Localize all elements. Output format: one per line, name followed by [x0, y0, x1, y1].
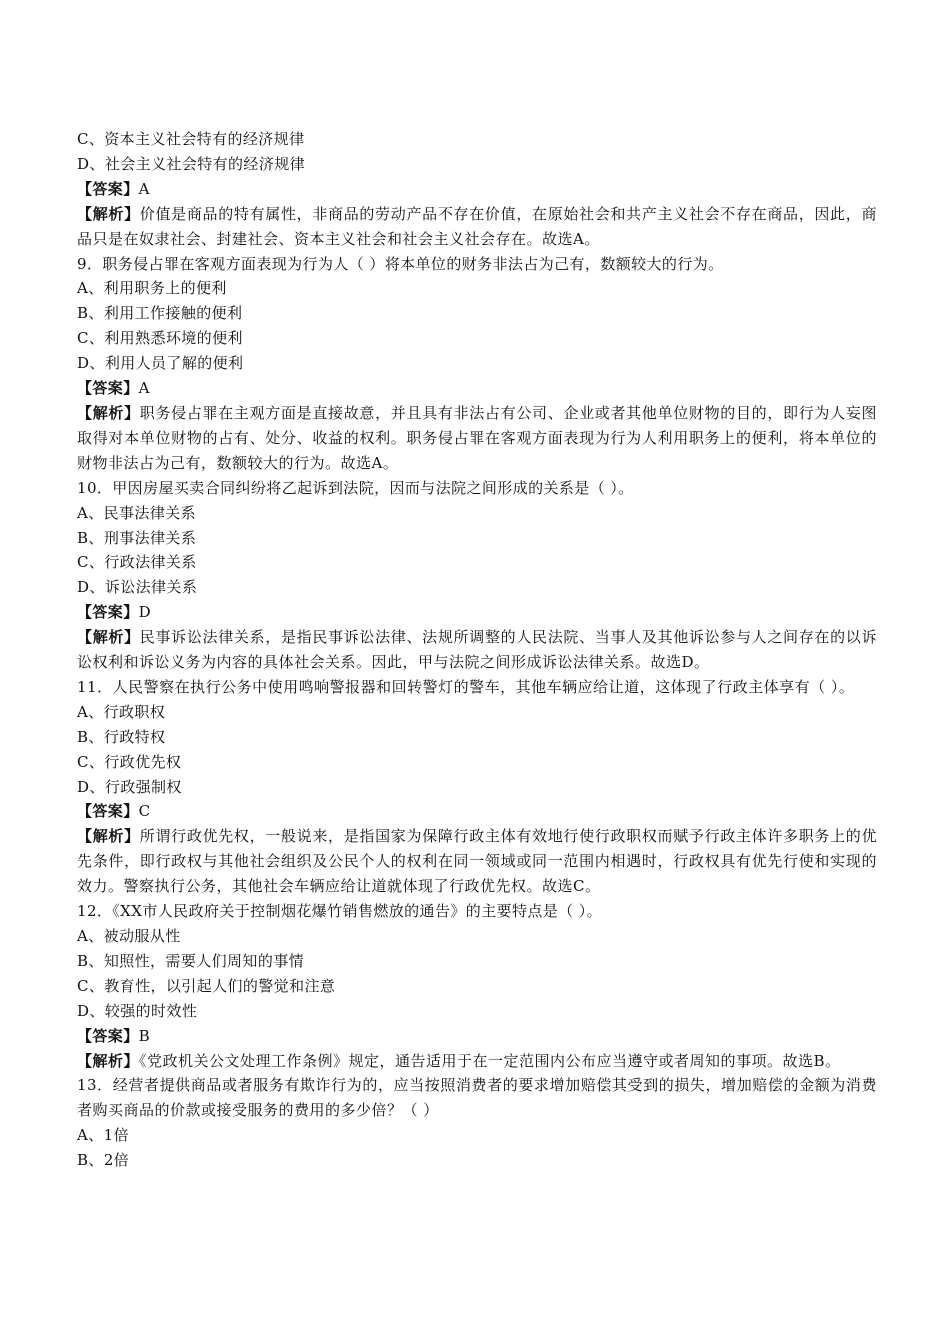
line-text: D、社会主义社会特有的经济规律	[77, 154, 306, 173]
line-text: 11．人民警察在执行公务中使用鸣响警报器和回转警灯的警车，其他车辆应给让道，这体现了行政主体享有（ ）。	[77, 677, 855, 696]
answer-option	[77, 501, 877, 526]
line-text: 职务侵占罪在主观方面是直接故意，并且具有非法占有公司、企业或者其他单位财物的目的，即行为人妄图取得对本单位财物的占有、处分、收益的权利。职务侵占罪在客观方面表现为行为人利用职务上的便利，将本单位的财物非法占为己有，数额较大的行为。故选A。	[77, 403, 877, 472]
answer-option	[77, 775, 877, 800]
answer-option	[77, 276, 877, 301]
line-text: 民事诉讼法律关系，是指民事诉讼法律、法规所调整的人民法院、当事人及其他诉讼参与人之间存在的以诉讼权利和诉讼义务为内容的具体社会关系。因此，甲与法院之间形成诉讼法律关系。故选D。	[77, 628, 877, 672]
answer-option	[77, 1123, 877, 1148]
analysis-tag: 【解析】	[77, 403, 140, 422]
line-text: 13．经营者提供商品或者服务有欺诈行为的，应当按照消费者的要求增加赔偿其受到的损失，增加赔偿的金额为消费者购买商品的价款或接受服务的费用的多少倍？（ ）	[77, 1076, 877, 1120]
answer-option	[77, 301, 877, 326]
line-text: B	[138, 1026, 151, 1045]
line-text: 9．职务侵占罪在客观方面表现为行为人（ ）将本单位的财务非法占为己有，数额较大的行为。	[77, 254, 724, 273]
line-text: C、利用熟悉环境的便利	[77, 329, 243, 348]
line-text: C、行政法律关系	[77, 553, 197, 572]
question-text	[77, 476, 877, 501]
line-text: D、诉讼法律关系	[77, 578, 198, 597]
answer-option	[77, 127, 877, 152]
answer-option	[77, 974, 877, 999]
analysis-tag: 【解析】	[77, 204, 140, 223]
line-text: 价值是商品的特有属性，非商品的劳动产品不存在价值，在原始社会和共产主义社会不存在商品，因此，商品只是在奴隶社会、封建社会、资本主义社会和社会主义社会存在。故选A。	[77, 204, 877, 248]
answer-tag: 【答案】	[77, 379, 139, 398]
line-text: B、行政特权	[77, 727, 166, 746]
answer-tag: 【答案】	[77, 603, 139, 622]
line-text: C、行政优先权	[77, 752, 182, 771]
line-text: C	[138, 802, 151, 821]
line-text: D、行政强制权	[77, 777, 182, 796]
analysis-tag: 【解析】	[77, 1051, 140, 1070]
analysis-tag: 【解析】	[77, 628, 140, 647]
line-text: B、知照性，需要人们周知的事情	[77, 951, 305, 970]
line-text: B、2倍	[77, 1151, 130, 1170]
answer-option	[77, 152, 877, 177]
answer-tag: 【答案】	[77, 179, 139, 198]
line-text: D	[138, 603, 152, 622]
answer-line	[77, 376, 877, 401]
line-text: A、行政职权	[77, 702, 166, 721]
question-text	[77, 899, 877, 924]
analysis-paragraph	[77, 202, 877, 252]
line-text: A、被动服从性	[77, 927, 181, 945]
line-text: C、资本主义社会特有的经济规律	[77, 130, 305, 148]
line-text: A、1倍	[77, 1126, 129, 1145]
document-page	[77, 127, 877, 1173]
answer-option	[77, 725, 877, 750]
question-text	[77, 675, 877, 700]
line-text: 10．甲因房屋买卖合同纠纷将乙起诉到法院，因而与法院之间形成的关系是（ ）。	[77, 478, 634, 497]
answer-tag: 【答案】	[77, 802, 139, 821]
analysis-tag: 【解析】	[77, 827, 140, 846]
line-text: A	[138, 379, 150, 398]
answer-option	[77, 550, 877, 575]
answer-line	[77, 177, 877, 202]
question-text	[77, 1073, 877, 1123]
line-text: D、利用人员了解的便利	[77, 354, 244, 373]
line-text: A	[138, 179, 150, 198]
line-text: A、利用职务上的便利	[77, 279, 227, 298]
question-text	[77, 252, 877, 277]
analysis-paragraph	[77, 824, 877, 899]
answer-line	[77, 799, 877, 824]
line-text: 12．《XX市人民政府关于控制烟花爆竹销售燃放的通告》的主要特点是（ ）。	[77, 902, 603, 921]
line-text: B、刑事法律关系	[77, 528, 197, 547]
answer-option	[77, 750, 877, 775]
answer-tag: 【答案】	[77, 1026, 139, 1045]
answer-option	[77, 526, 877, 551]
analysis-paragraph	[77, 401, 877, 476]
analysis-paragraph	[77, 1049, 877, 1074]
answer-option	[77, 700, 877, 725]
line-text: C、教育性，以引起人们的警觉和注意	[77, 976, 336, 995]
answer-option	[77, 326, 877, 351]
line-text: B、利用工作接触的便利	[77, 304, 243, 323]
answer-line	[77, 1024, 877, 1049]
answer-line	[77, 600, 877, 625]
answer-option	[77, 575, 877, 600]
line-text: 《党政机关公文处理工作条例》规定，通告适用于在一定范围内公布应当遵守或者周知的事项。故选B。	[139, 1051, 841, 1070]
line-text: A、民事法律关系	[77, 503, 197, 522]
answer-option	[77, 1148, 877, 1173]
analysis-paragraph	[77, 625, 877, 675]
line-text: D、较强的时效性	[77, 1001, 198, 1020]
answer-option	[77, 999, 877, 1024]
line-text: 所谓行政优先权，一般说来，是指国家为保障行政主体有效地行使行政职权而赋予行政主体许多职务上的优先条件，即行政权与其他社会组织及公民个人的权利在同一领域或同一范围内相遇时，行政权具有优先行使和实现的效力。警察执行公务，其他社会车辆应给让道就体现了行政优先权。故选C。	[77, 827, 877, 896]
answer-option	[77, 949, 877, 974]
answer-option	[77, 924, 877, 949]
answer-option	[77, 351, 877, 376]
